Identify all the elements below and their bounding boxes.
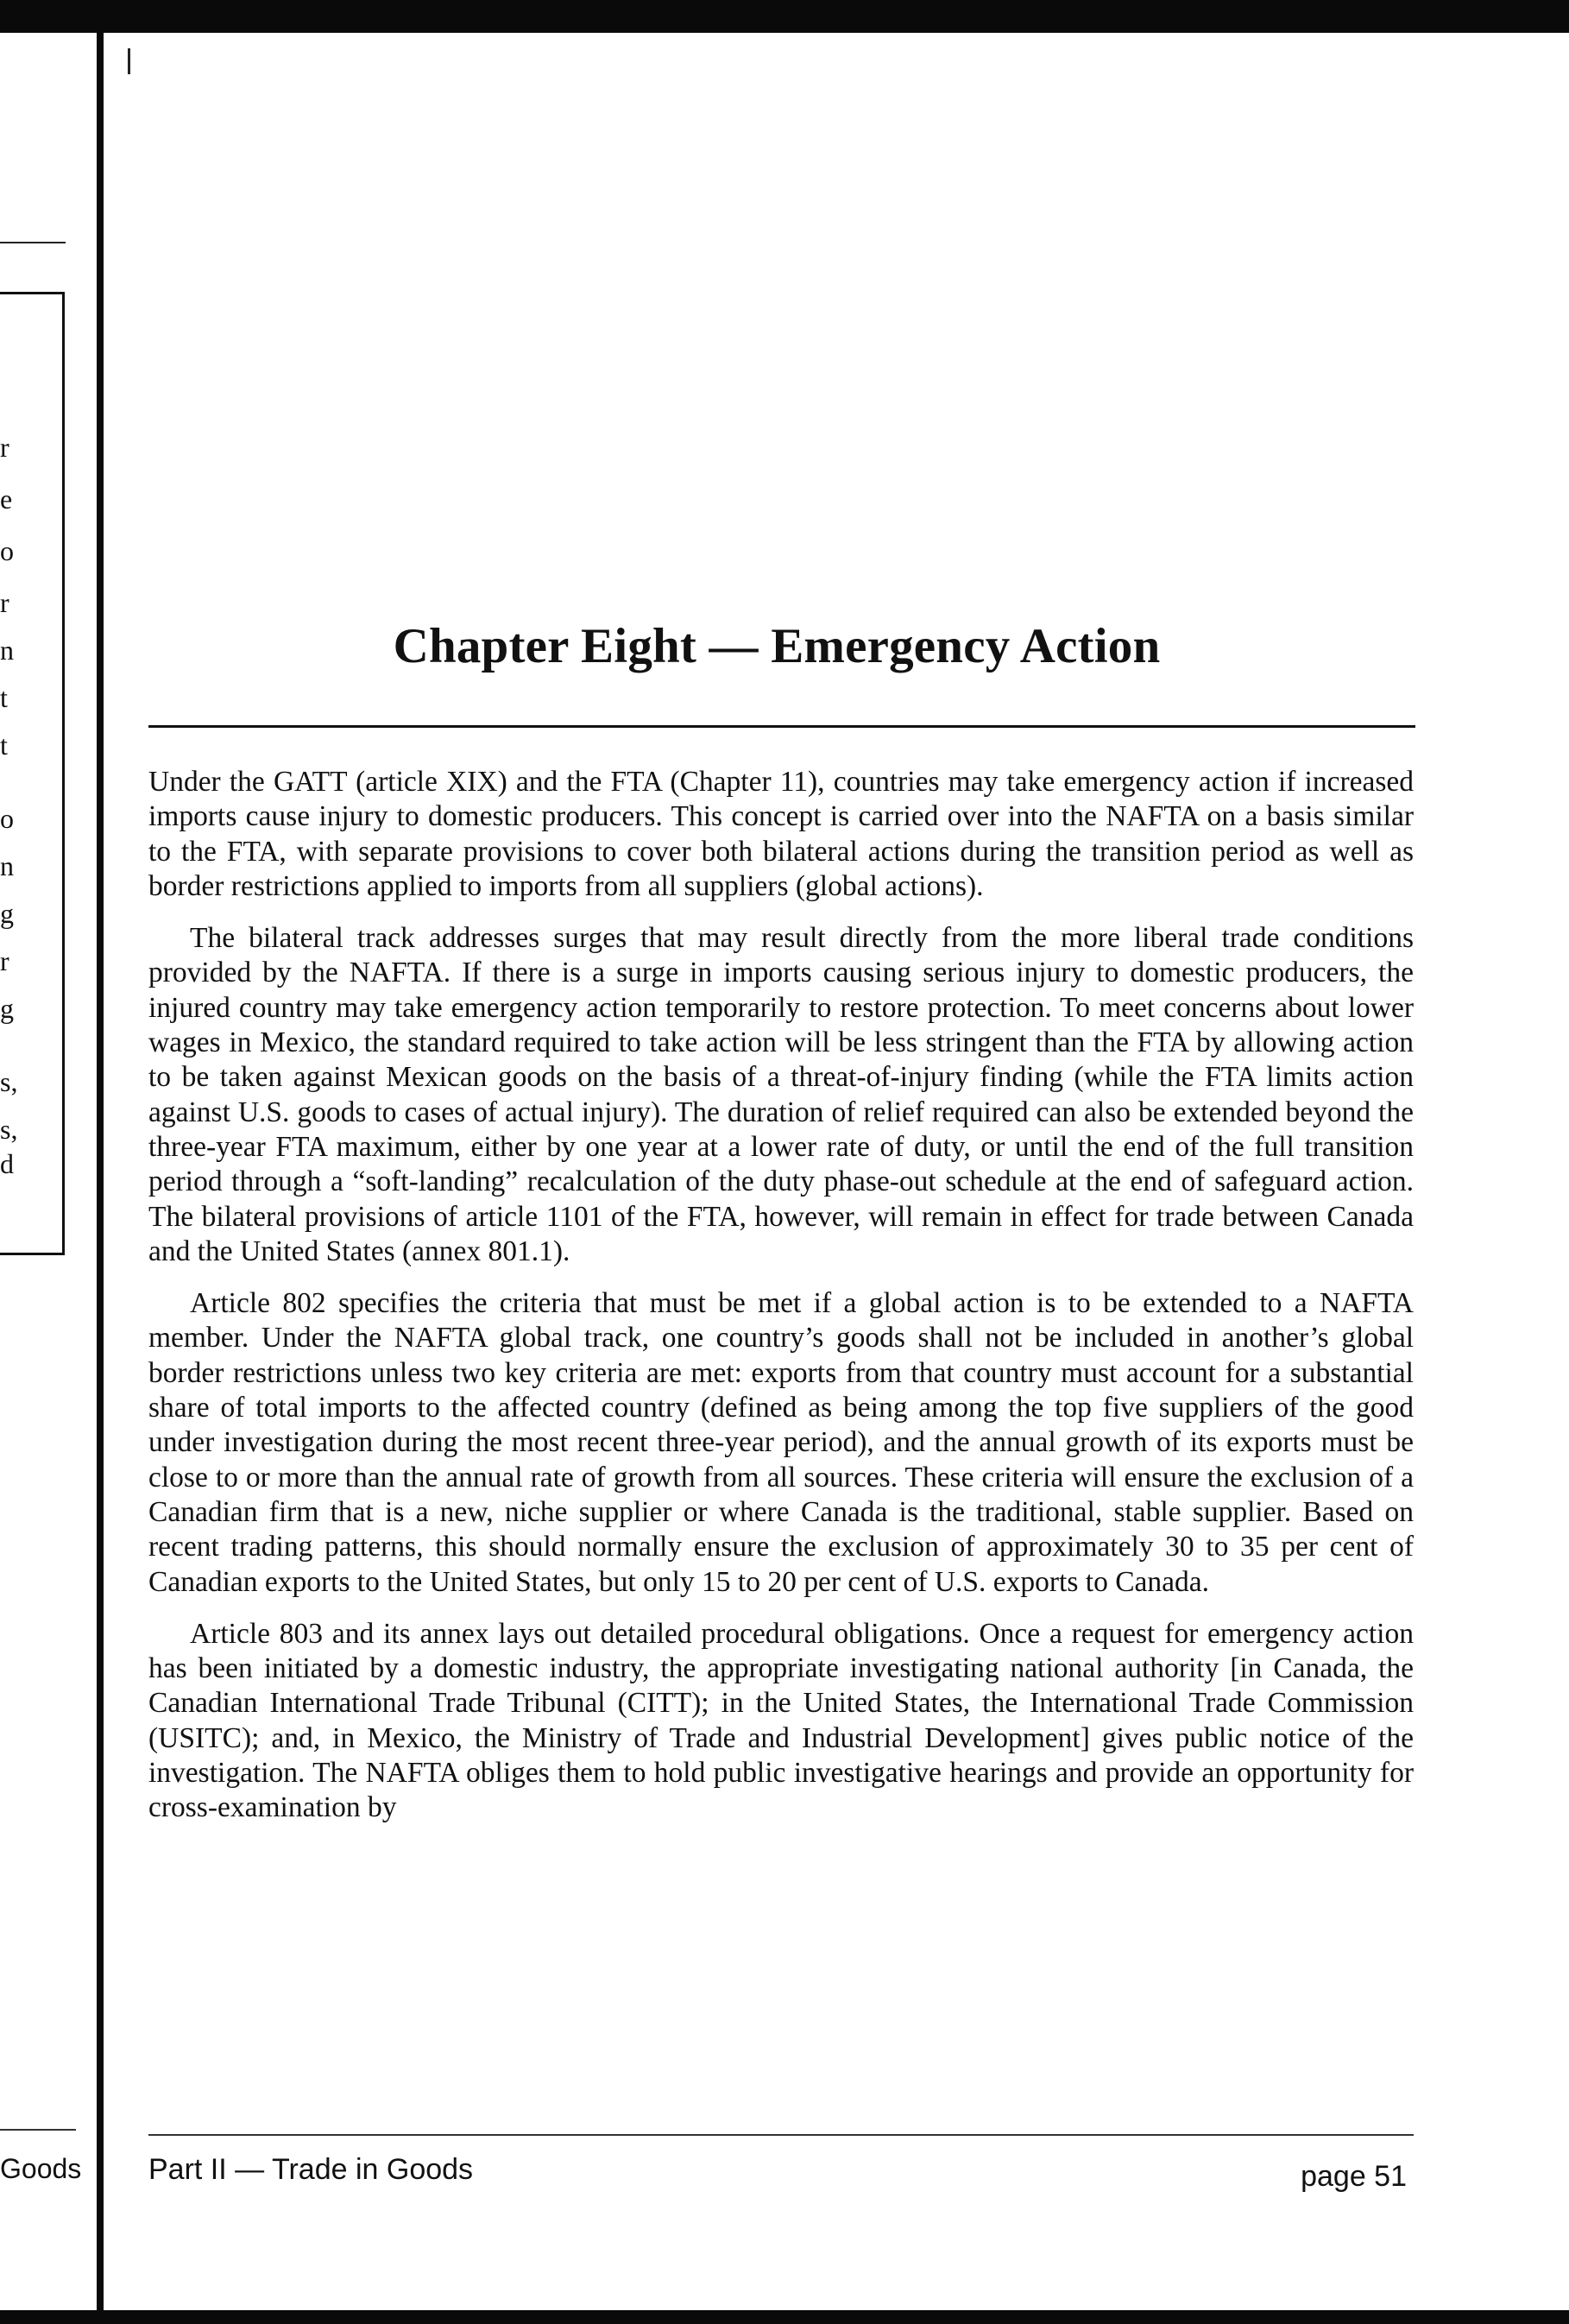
adjacent-page-char: s, [0,1114,18,1145]
adjacent-page-char: r [0,587,9,618]
paragraph: Article 802 specifies the criteria that must be met if a global action is to be extended to a NAFTA member. Under the NAFTA global track, one country’s goods shall not be included in another’s global border restrictions unless two key criteria are met: exports from that country must account for a substantial share of total imports to the affected country (defined as being among the top five suppliers of the good under investigation during the most recent three-year period), and the annual growth of its exports must be close to or more than the annual rate of growth from all sources. These criteria will ensure the exclusion of a Canadian firm that is a new, niche supplier or where Canada is the traditional, stable supplier. Based on recent trading patterns, this should normally ensure the exclusion of approximately 30 to 35 per cent of Canadian exports to the United States, but only 15 to 20 per cent of U.S. exports to Canada. [148,1287,1414,1598]
scan-spine-edge [97,33,104,2324]
adjacent-page-char: n [0,850,14,881]
adjacent-page-char: o [0,535,14,566]
adjacent-page-char: n [0,635,14,666]
adjacent-page-char: t [0,682,8,713]
adjacent-page-char: e [0,483,13,515]
adjacent-page-rule [0,242,66,243]
paragraph: Article 803 and its annex lays out detailed procedural obligations. Once a request for emergency action has been initiated by a domestic industry, the appropriate investigating national authority [in Canada, the Canadian International Trade Tribunal (CITT); in the United States, the International Trade Commission (USITC); and, in Mexico, the Ministry of Trade and Industrial Development] gives public notice of the investigation. The NAFTA obliges them to hold public investigative hearings and provide an opportunity for cross-examination by [148,1617,1414,1824]
title-rule [148,725,1415,728]
adjacent-page-char: t [0,729,8,761]
adjacent-page-footer-rule [0,2129,76,2131]
adjacent-page-char: r [0,432,9,463]
adjacent-page-char: g [0,993,14,1024]
footer-section-label: Part II — Trade in Goods [148,2153,474,2186]
scan-mark [128,48,130,74]
page-number: page 51 [1301,2160,1407,2193]
adjacent-page-char: r [0,945,9,976]
adjacent-page-char: s, [0,1066,18,1097]
adjacent-page-char: o [0,803,14,834]
adjacent-page-char: d [0,1148,14,1179]
paragraph: Under the GATT (article XIX) and the FTA (Chapter 11), countries may take emergency action if increased imports cause injury to domestic producers. This concept is carried over into the NAFTA on a basis similar to the FTA, with separate provisions to cover both bilateral actions during the transition period as well as border restrictions applied to imports from all suppliers (global actions). [148,766,1414,902]
adjacent-page-box [0,292,65,1255]
adjacent-page-char: g [0,898,14,929]
scan-top-edge [0,0,1569,33]
footer-rule [148,2134,1414,2136]
paragraph: The bilateral track addresses surges that may result directly from the more liberal trade conditions provided by the NAFTA. If there is a surge in imports causing serious injury to domestic producers, the injured country may take emergency action temporarily to restore protection. To meet concerns about lower wages in Mexico, the standard required to take action will be less stringent than the FTA by allowing action to be taken against Mexican goods on the basis of a threat-of-injury finding (while the FTA limits action against U.S. goods to cases of actual injury). The duration of relief required can also be extended beyond the three-year FTA maximum, either by one year at a lower rate of duty, or until the end of the full transition period through a “soft-landing” recalculation of the duty phase-out schedule at the end of safeguard action. The bilateral provisions of article 1101 of the FTA, however, will remain in effect for trade between Canada and the United States (annex 801.1). [148,922,1414,1267]
body-text [148,765,1414,1843]
adjacent-page-footer-fragment: Goods [0,2153,82,2184]
scan-bottom-edge [0,2310,1569,2324]
chapter-title: Chapter Eight — Emergency Action [393,619,1161,673]
